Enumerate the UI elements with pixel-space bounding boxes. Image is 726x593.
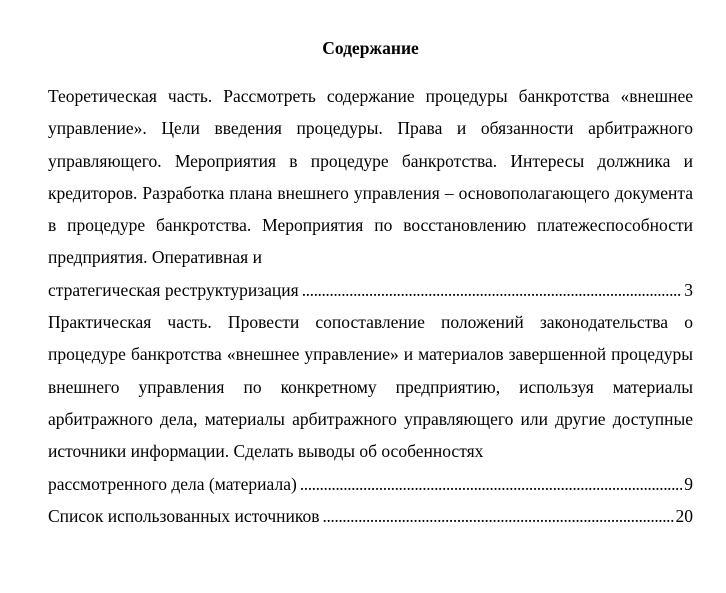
toc-entry-last-line xyxy=(48,500,693,532)
dot-leader xyxy=(302,274,683,306)
toc-entry-tail: стратегическая реструктуризация xyxy=(48,279,299,300)
contents-title: Содержание xyxy=(322,38,419,58)
document-page xyxy=(48,36,693,532)
dot-leader xyxy=(323,500,674,532)
toc-entry-practice xyxy=(48,306,693,500)
dot-leader xyxy=(300,468,682,500)
toc-entry-theory xyxy=(48,80,693,306)
toc-page-number: 9 xyxy=(684,473,693,494)
toc-entry-text: Теоретическая часть. Рассмотреть содержание процедуры банкротства «внешнее управление». Цели введения процедуры. Права и обязанности арбитражного управляющего. Мероприятия в процедуре банкротства. Интересы должника и кредиторов. Разработка плана внешнего управления – основополагающего документа в процедуре банкротства. Мероприятия по восстановлению платежеспособности предприятия. Оперативная и xyxy=(48,86,693,268)
toc-entry-last-line xyxy=(48,468,693,500)
toc-entry-text: Практическая часть. Провести сопоставление положений законодательства о процедуре банкротства «внешнее управление» и материалов завершенной процедуры внешнего управления по конкретному предприятию, используя материалы арбитражного дела, материалы арбитражного управляющего или другие доступные источники информации. Сделать выводы об особенностях xyxy=(48,312,693,462)
toc-entry-tail: рассмотренного дела (материала) xyxy=(48,473,297,494)
toc-page-number: 3 xyxy=(684,279,693,300)
toc-entry-tail: Список использованных источников xyxy=(48,505,320,526)
toc-entry-sources xyxy=(48,500,693,532)
toc-page-number: 20 xyxy=(675,505,693,526)
toc-entry-last-line xyxy=(48,274,693,306)
